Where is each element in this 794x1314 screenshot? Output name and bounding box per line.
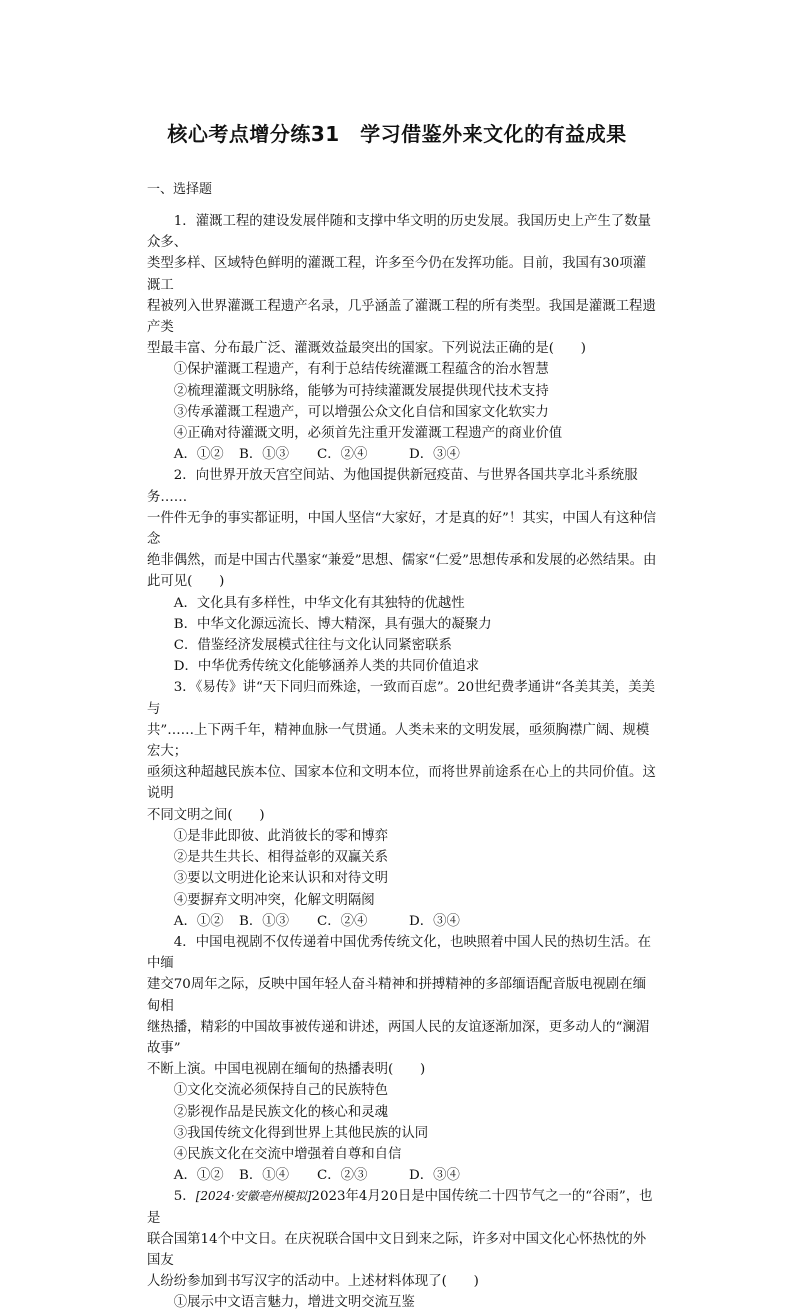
question-4-line: 继热播，精彩的中国故事被传递和讲述，两国人民的友谊逐渐加深，更多动人的“澜湄故事” [147,1019,650,1056]
choice-d: D．③④ [409,1168,460,1184]
question-5-line: 联合国第14个中文日。在庆祝联合国中文日到来之际，许多对中国文化心怀热忱的外国友 [147,1231,647,1268]
question-4 [147,932,657,1186]
answer-choices [147,444,657,465]
statement-option: ①文化交流必须保持自己的民族特色 [147,1083,389,1099]
statement-option: ②是共生共长、相得益彰的双赢关系 [147,850,389,866]
statement-option: ④民族文化在交流中增强着自尊和自信 [147,1146,402,1162]
choice-a: A．①② [147,447,224,463]
question-3-line: 亟须这种超越民族本位、国家本位和文明本位，而将世界前途系在心上的共同价值。这说明 [147,765,656,802]
statement-option: ②影视作品是民族文化的核心和灵魂 [147,1104,389,1120]
statement-option: ①是非此即彼、此消彼长的零和博弈 [147,828,389,844]
question-5-number: 5． [147,1189,196,1205]
choice-b: B．①③ [239,913,290,929]
question-2-line: 2．向世界开放天宫空间站、为他国提供新冠疫苗、与世界各国共享北斗系统服务…… [147,468,638,505]
answer-choices [147,1165,657,1186]
question-2-line: 此可见( ) [147,574,225,590]
question-5 [147,1186,657,1313]
choice-d: D．③④ [409,447,460,463]
choice-c: C．②④ [317,447,368,463]
choice-option: A．文化具有多样性，中华文化有其独特的优越性 [147,595,465,611]
statement-option: ③要以文明进化论来认识和对待文明 [147,871,389,887]
question-4-line: 4．中国电视剧不仅传递着中国优秀传统文化，也映照着中国人民的热切生活。在中缅 [147,934,651,972]
statement-option: ②梳理灌溉文明脉络，能够为可持续灌溉发展提供现代技术支持 [147,383,549,399]
question-5-line: 人纷纷参加到书写汉字的活动中。上述材料体现了( ) [147,1274,479,1290]
choice-a: A．①② [147,913,224,929]
question-5-text: 2023年4月20日是中国传统二十四节气之一的“谷雨”，也是 [147,1189,653,1226]
question-5-line [147,1186,657,1228]
choice-b: B．①③ [239,447,290,463]
question-1-line: 类型多样、区域特色鲜明的灌溉工程，许多至今仍在发挥功能。目前，我国有30项灌溉工 [147,256,647,293]
statement-option: ①保护灌溉工程遗产，有利于总结传统灌溉工程蕴含的治水智慧 [147,362,549,378]
question-3-line: 3．《易传》讲“天下同归而殊途，一致而百虑”。20世纪费孝通讲“各美其美，美美与 [147,680,656,717]
question-2 [147,465,657,677]
choice-a: A．①② [147,1168,224,1184]
answer-choices [147,911,657,932]
choice-option: D．中华优秀传统文化能够涵养人类的共同价值追求 [147,659,480,675]
choice-c: C．②③ [317,1168,368,1184]
question-1-line: 程被列入世界灌溉工程遗产名录，几乎涵盖了灌溉工程的所有类型。我国是灌溉工程遗产类 [147,298,656,336]
statement-option: ③我国传统文化得到世界上其他民族的认同 [147,1125,429,1141]
question-list [147,211,657,1314]
question-2-line: 绝非偶然，而是中国古代墨家“兼爱”思想、儒家“仁爱”思想传承和发展的必然结果。由 [147,553,657,569]
question-3-line: 不同文明之间( ) [147,807,265,823]
choice-option: B．中华文化源远流长、博大精深，具有强大的凝聚力 [147,616,492,632]
question-2-line: 一件件无争的事实都证明，中国人坚信“大家好，才是真的好”！其实，中国人有这种信念 [147,510,657,548]
page-title: 核心考点增分练31 学习借鉴外来文化的有益成果 [167,122,627,146]
question-4-line: 建交70周年之际，反映中国年轻人奋斗精神和拼搏精神的多部缅语配音版电视剧在缅甸相 [147,977,647,1014]
choice-d: D．③④ [409,913,460,929]
question-1-line: 型最丰富、分布最广泛、灌溉效益最突出的国家。下列说法正确的是( ) [147,341,586,357]
statement-option: ①展示中文语言魅力，增进文明交流互鉴 [147,1295,415,1311]
question-1 [147,211,657,465]
choice-option: C．借鉴经济发展模式往往与文化认同紧密联系 [147,638,452,654]
choice-b: B．①④ [239,1168,290,1184]
statement-option: ④正确对待灌溉文明，必须首先注重开发灌溉工程遗产的商业价值 [147,426,563,442]
question-1-line: 1．灌溉工程的建设发展伴随和支撑中华文明的历史发展。我国历史上产生了数量众多、 [147,214,651,251]
section-heading: 一、选择题 [147,182,213,197]
question-3 [147,677,657,931]
statement-option: ④要摒弃文明冲突，化解文明隔阂 [147,892,375,908]
source-tag: [2024·安徽亳州模拟] [195,1189,312,1204]
statement-option: ③传承灌溉工程遗产，可以增强公众文化自信和国家文化软实力 [147,404,549,420]
question-4-line: 不断上演。中国电视剧在缅甸的热播表明( ) [147,1062,426,1078]
question-3-line: 共”……上下两千年，精神血脉一气贯通。人类未来的文明发展，亟须胸襟广阔、规模宏大； [147,722,650,760]
choice-c: C．②④ [317,913,368,929]
